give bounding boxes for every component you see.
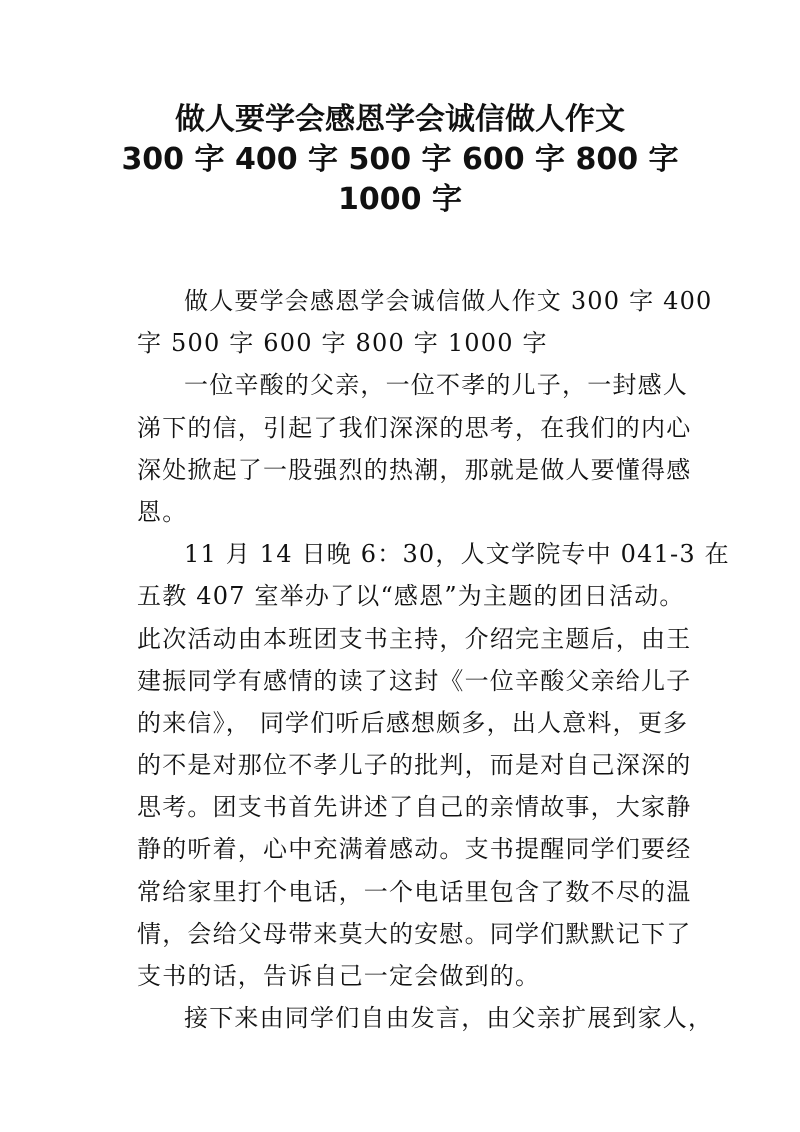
paragraph xyxy=(137,997,714,1039)
paragraph-line: 常给家里打个电话，一个电话里包含了数不尽的温 xyxy=(137,877,692,906)
paragraph-line: 字 500 字 600 字 800 字 1000 字 xyxy=(137,329,548,358)
paragraph-line: 静的听着，心中充满着感动。支书提醒同学们要经 xyxy=(137,835,692,864)
paragraph xyxy=(137,364,692,533)
paragraph-line: 的不是对那位不孝儿子的批判，而是对自己深深的 xyxy=(137,751,692,780)
paragraph-line: 支书的话，告诉自己一定会做到的。 xyxy=(137,962,541,990)
title-line: 做人要学会感恩学会诚信做人作文 xyxy=(175,102,625,137)
paragraph-line: 涕下的信，引起了我们深深的思考，在我们的内心 xyxy=(137,413,692,442)
document-title xyxy=(0,100,800,220)
paragraph-line: 做人要学会感恩学会诚信做人作文 300 字 400 xyxy=(184,287,713,315)
title-line: 1000 字 xyxy=(338,182,462,217)
title-line: 300 字 400 字 500 字 600 字 800 字 xyxy=(121,142,679,177)
paragraph-line: 建振同学有感情的读了这封《一位辛酸父亲给儿子 xyxy=(137,666,692,695)
paragraph-line: 深处掀起了一股强烈的热潮，那就是做人要懂得感 xyxy=(137,455,692,484)
paragraph-line: 一位辛酸的父亲，一位不孝的儿子，一封感人 xyxy=(184,371,688,400)
paragraph-line: 恩。 xyxy=(137,497,188,526)
paragraph xyxy=(137,280,713,364)
paragraph-line: 情，会给父母带来莫大的安慰。同学们默默记下了 xyxy=(137,919,692,948)
paragraph-line: 五教 407 室举办了以“感恩”为主题的团日活动。 xyxy=(137,582,685,611)
paragraph-line: 的来信》， 同学们听后感想颇多，出人意料，更多 xyxy=(137,708,689,737)
paragraph-line: 接下来由同学们自由发言，由父亲扩展到家人， xyxy=(184,1004,714,1033)
paragraph-line: 此次活动由本班团支书主持，介绍完主题后，由王 xyxy=(137,624,692,653)
paragraph xyxy=(137,533,730,997)
paragraph-line: 11 月 14 日晚 6：30，人文学院专中 041-3 在 xyxy=(184,540,730,569)
document-body xyxy=(137,280,730,1039)
paragraph-line: 思考。团支书首先讲述了自己的亲情故事，大家静 xyxy=(137,793,692,822)
